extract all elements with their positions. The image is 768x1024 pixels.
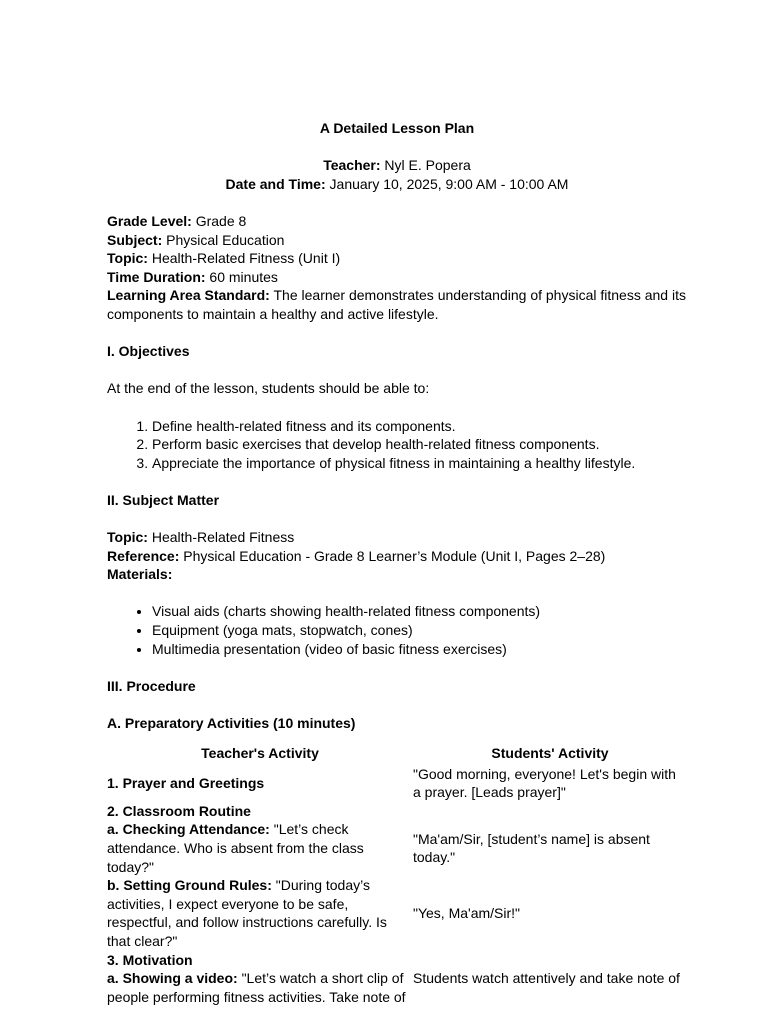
subject-matter-heading: II. Subject Matter <box>107 491 220 508</box>
subject-value: Physical Education <box>166 231 285 248</box>
table-row <box>107 951 687 970</box>
topic-line <box>107 249 687 268</box>
document-title: A Detailed Lesson Plan <box>319 120 475 136</box>
reference-label: Reference: <box>107 547 180 564</box>
attendance-teacher-activity <box>107 820 413 876</box>
preparatory-activities-heading: A. Preparatory Activities (10 minutes) <box>107 715 356 731</box>
learning-standard-line <box>107 286 687 323</box>
attendance-teacher-text: "Let’s check attendance. Who is absent from the class today?" <box>107 821 364 875</box>
motivation-title: 3. Motivation <box>107 951 193 968</box>
lesson-plan-page <box>107 119 687 1006</box>
students-activity-header: Students' Activity <box>491 745 609 762</box>
sm-topic-value: Health-Related Fitness <box>151 529 295 546</box>
attendance-student-activity: "Ma'am/Sir, [student’s name] is absent today." <box>413 830 650 866</box>
grade-level-value: Grade 8 <box>195 212 247 229</box>
rules-label: b. Setting Ground Rules: <box>107 877 272 894</box>
table-row <box>107 969 687 1006</box>
subject-label: Subject: <box>107 231 163 248</box>
procedure-heading: III. Procedure <box>107 677 196 694</box>
material-item: • Multimedia presentation (video of basic fitness exercises) <box>152 640 687 659</box>
datetime-line <box>107 175 687 194</box>
reference-line <box>107 547 687 566</box>
table-row <box>107 802 687 821</box>
datetime-value: January 10, 2025, 9:00 AM - 10:00 AM <box>329 175 569 192</box>
prayer-student-activity: "Good morning, everyone! Let's begin with a prayer. [Leads prayer]" <box>413 765 676 801</box>
material-item: • Equipment (yoga mats, stopwatch, cones) <box>152 621 687 640</box>
objective-item: 2. Perform basic exercises that develop health-related fitness components. <box>152 435 687 454</box>
video-student-activity: Students watch attentively and take note of <box>413 970 680 987</box>
table-row <box>107 820 687 876</box>
topic-label: Topic: <box>107 250 148 267</box>
activity-table <box>107 743 687 1007</box>
objective-item: 3. Appreciate the importance of physical fitness in maintaining a healthy lifestyle. <box>152 454 687 473</box>
materials-list <box>107 602 687 658</box>
time-duration-line <box>107 268 687 287</box>
rules-teacher-text: "During today’s activities, I expect everyone to be safe, respectful, and follow instructions carefully. Is that clear?" <box>107 877 387 949</box>
grade-level-label: Grade Level: <box>107 212 192 229</box>
datetime-label: Date and Time: <box>225 175 326 192</box>
classroom-routine-title: 2. Classroom Routine <box>107 802 251 819</box>
teacher-value: Nyl E. Popera <box>384 157 471 174</box>
subject-line <box>107 231 687 250</box>
video-teacher-activity <box>107 969 413 1006</box>
learning-standard-value: The learner demonstrates understanding of physical fitness and its components to maintain a healthy and active lifestyle. <box>107 287 686 322</box>
learning-standard-label: Learning Area Standard: <box>107 287 270 304</box>
grade-level-line <box>107 212 687 231</box>
objectives-list <box>107 417 687 473</box>
rules-teacher-activity <box>107 876 413 950</box>
materials-label: Materials: <box>107 566 173 583</box>
video-label: a. Showing a video: <box>107 970 238 987</box>
sm-topic-line <box>107 528 687 547</box>
time-duration-value: 60 minutes <box>209 268 278 285</box>
table-row <box>107 765 687 802</box>
activity-table-header <box>107 743 687 765</box>
topic-value: Health-Related Fitness (Unit I) <box>151 250 341 267</box>
material-item: • Visual aids (charts showing health-related fitness components) <box>152 602 687 621</box>
video-teacher-text: "Let’s watch a short clip of people performing fitness activities. Take note of <box>107 970 406 1005</box>
teacher-line <box>107 156 687 175</box>
table-row <box>107 876 687 950</box>
time-duration-label: Time Duration: <box>107 268 206 285</box>
teacher-label: Teacher: <box>323 157 381 174</box>
attendance-label: a. Checking Attendance: <box>107 821 270 838</box>
teacher-activity-header: Teacher's Activity <box>201 745 319 762</box>
sm-topic-label: Topic: <box>107 529 148 546</box>
objectives-heading: I. Objectives <box>107 343 190 360</box>
objectives-intro: At the end of the lesson, students should be able to: <box>107 380 430 397</box>
rules-student-activity: "Yes, Ma'am/Sir!" <box>413 905 521 922</box>
prayer-greetings-title: 1. Prayer and Greetings <box>107 774 265 791</box>
objective-item: 1. Define health-related fitness and its components. <box>152 417 687 436</box>
reference-value: Physical Education - Grade 8 Learner’s Module (Unit I, Pages 2–28) <box>183 547 606 564</box>
